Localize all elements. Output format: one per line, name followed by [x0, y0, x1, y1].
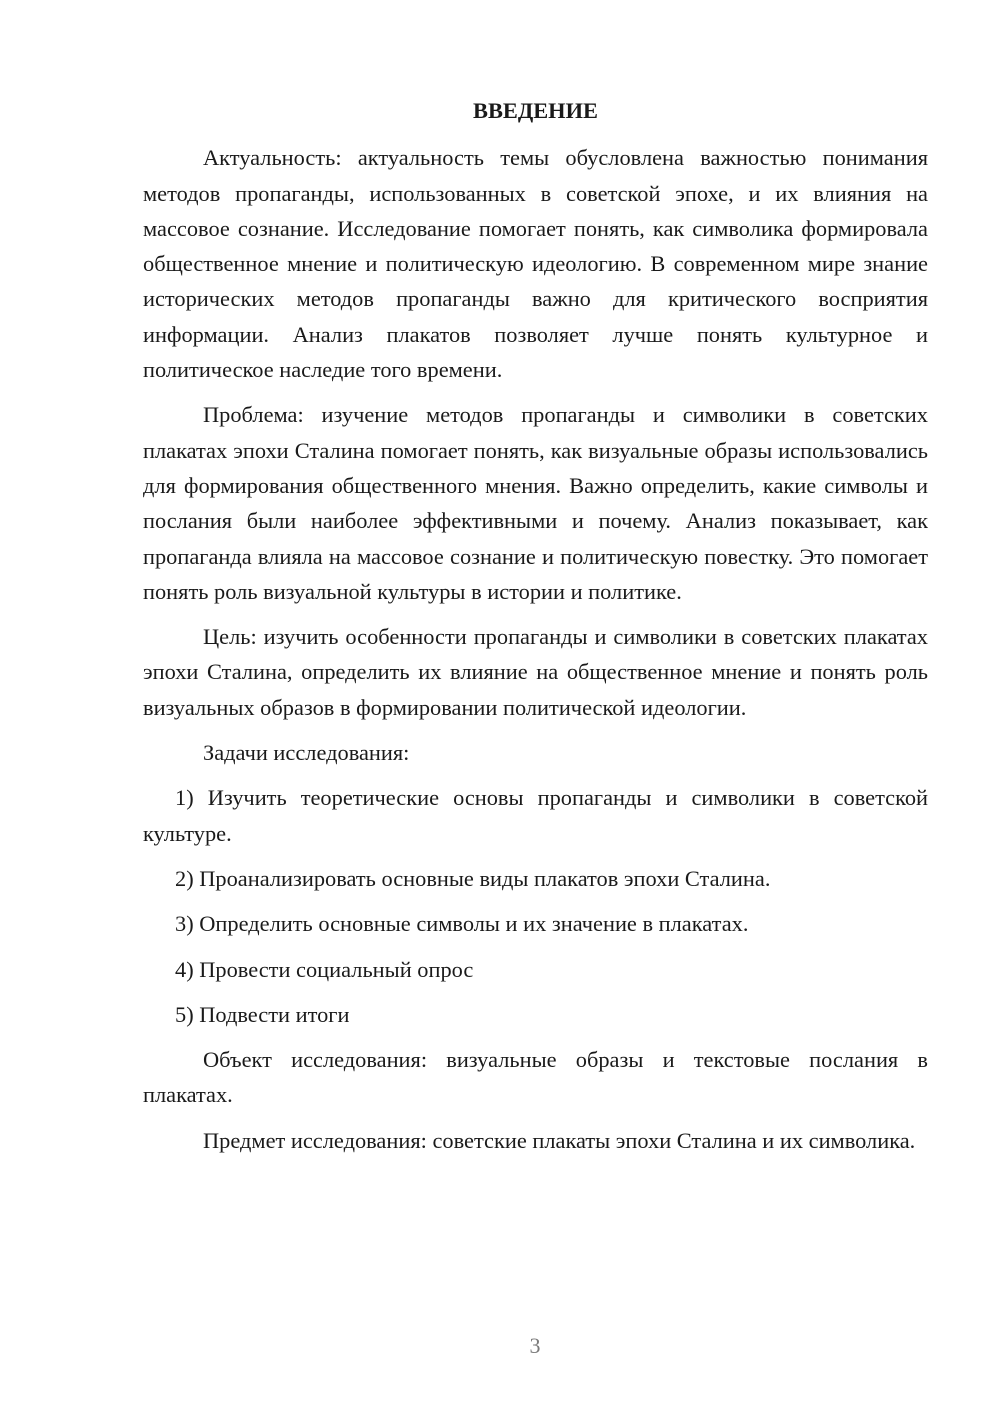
page-number: 3: [529, 1333, 541, 1358]
task-item: 1) Изучить теоретические основы пропаганды и символики в советской культуре.: [143, 785, 928, 846]
subject-paragraph: Предмет исследования: советские плакаты эпохи Сталина и их символика.: [203, 1127, 916, 1153]
tasks-heading: Задачи исследования:: [203, 740, 410, 766]
problem-paragraph: Проблема: изучение методов пропаганды и символики в советских плакатах эпохи Сталина помогает понять, как визуальные образы использовались для формирования общественного мнения. Важно определить, какие символы и послания были наиболее эффективными и почему. Анализ показывает, как пропаганда влияла на массовое сознание и политическую повестку. Это помогает понять роль визуальной культуры в истории и политике.: [143, 402, 928, 604]
object-paragraph: Объект исследования: визуальные образы и текстовые послания в плакатах.: [143, 1047, 928, 1108]
task-item: 5) Подвести итоги: [175, 1001, 350, 1027]
task-item: 2) Проанализировать основные виды плакатов эпохи Сталина.: [175, 865, 771, 891]
task-item: 4) Провести социальный опрос: [175, 956, 474, 982]
relevance-paragraph: Актуальность: актуальность темы обусловлена важностью понимания методов пропаганды, использованных в советской эпохе, и их влияния на массовое сознание. Исследование помогает понять, как символика формировала общественное мнение и политическую идеологию. В современном мире знание исторических методов пропаганды важно для критического восприятия информации. Анализ плакатов позволяет лучше понять культурное и политическое наследие того времени.: [143, 145, 928, 383]
task-item: 3) Определить основные символы и их значение в плакатах.: [175, 911, 749, 937]
section-title: ВВЕДЕНИЕ: [473, 98, 598, 123]
goal-paragraph: Цель: изучить особенности пропаганды и символики в советских плакатах эпохи Сталина, определить их влияние на общественное мнение и понять роль визуальных образов в формировании политической идеологии.: [143, 624, 928, 720]
tasks-list: [143, 780, 928, 1032]
page-body: [143, 93, 928, 1168]
